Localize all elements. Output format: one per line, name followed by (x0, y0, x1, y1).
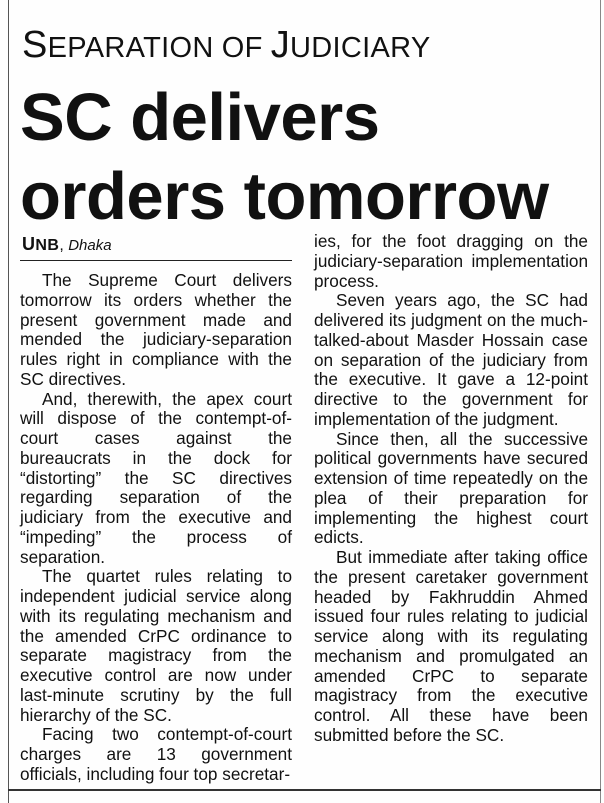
paragraph: But immediate after taking office the present caretaker government headed by Fakhruddin Ahmed issued four rules relating to judicial service along with its regulating mechanism and promulgated an amended CrPC to separate magistracy from the executive control. All these have been submitted before the SC. (314, 547, 588, 745)
article-column-2 (314, 232, 588, 746)
byline-rule (20, 260, 292, 261)
byline (22, 235, 112, 254)
paragraph: The quartet rules relating to independent judicial service along with its regulating mechanism and the amended CrPC ordinance to separate magistracy from the executive control are now under last-minute scrutiny by the full hierarchy of the SC. (20, 566, 292, 725)
byline-place: Dhaka (68, 237, 112, 254)
bottom-rule (8, 789, 601, 791)
paragraph: Since then, all the successive political governments have secured extension of time repeatedly on the plea of their preparation for implementing the highest court edicts. (314, 428, 588, 548)
byline-agency: UNB (22, 234, 60, 254)
byline-separator: , (59, 237, 69, 254)
paragraph: The Supreme Court delivers tomorrow its orders whether the present government made and mended the judiciary-separation rules right in compliance with the SC directives. (20, 270, 292, 389)
kicker: SEPARATION OF JUDICIARY (22, 24, 431, 66)
article-column-1 (20, 271, 292, 785)
paragraph: And, therewith, the apex court will dispose of the contempt-of-court cases against the bureaucrats in the dock for “distorting” the SC directives regarding separation of the judiciary from the executive and “impeding” the process of separation. (20, 388, 292, 567)
paragraph: Seven years ago, the SC had delivered its judgment on the much-talked-about Masder Hossain case on separation of the judiciary from the executive. It gave a 12-point directive to the government for implementation of the judgment. (314, 290, 588, 429)
right-column-rule (600, 0, 601, 803)
headline: SC delivers orders tomorrow (20, 80, 549, 234)
paragraph: ies, for the foot dragging on the judiciary-separation implementation process. (314, 231, 588, 291)
left-column-rule (8, 0, 9, 803)
paragraph: Facing two contempt-of-court charges are 13 government officials, including four top secretar- (20, 724, 292, 784)
